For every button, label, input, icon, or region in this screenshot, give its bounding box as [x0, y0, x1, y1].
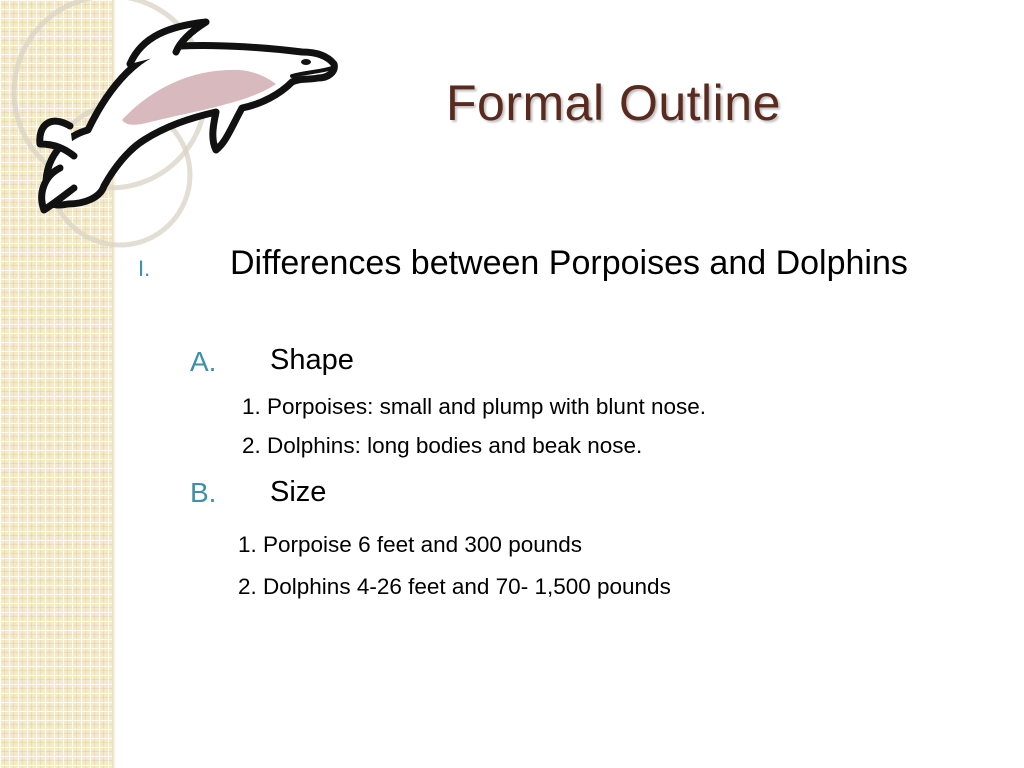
outline-subitem-size-2: 2. Dolphins 4-26 feet and 70- 1,500 pounds	[238, 574, 671, 599]
outline-marker-roman: I.	[138, 256, 151, 281]
outline-subitem-shape-2: 2. Dolphins: long bodies and beak nose.	[242, 433, 643, 458]
outline-subitem-size-1: 1. Porpoise 6 feet and 300 pounds	[238, 532, 583, 557]
dolphin-clipart-icon	[30, 18, 346, 218]
outline-item-shape: Shape	[270, 344, 354, 376]
outline-item-size: Size	[270, 476, 327, 508]
outline-marker-b: B.	[190, 477, 217, 508]
outline-subitem-shape-1: 1. Porpoises: small and plump with blunt nose.	[242, 394, 706, 419]
slide-title: Formal Outline	[446, 75, 781, 131]
outline-marker-a: A.	[190, 346, 217, 377]
outline-heading-differences: Differences between Porpoises and Dolphins	[230, 244, 908, 282]
